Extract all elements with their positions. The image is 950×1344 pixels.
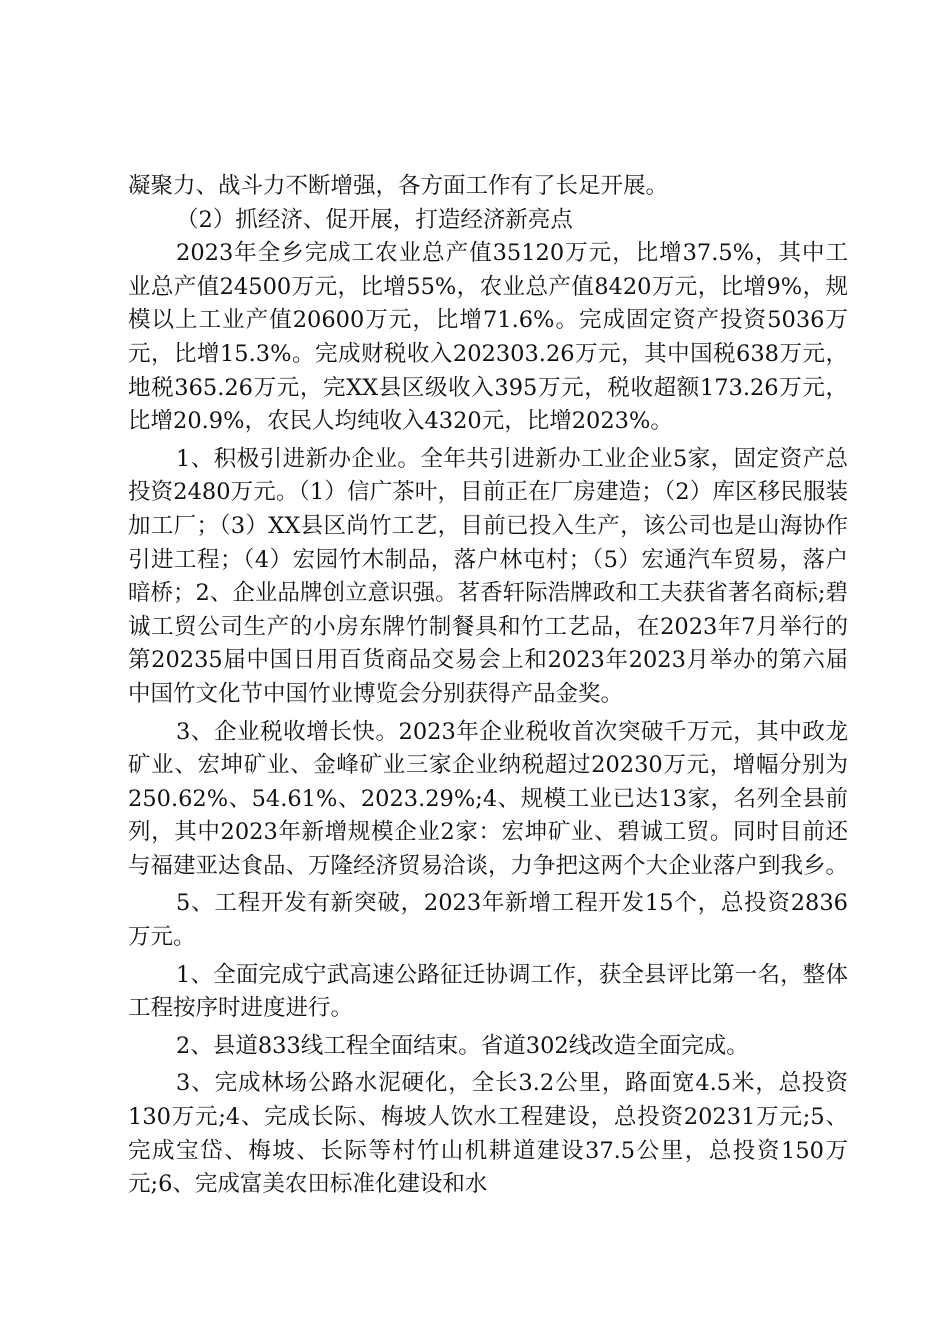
document-body	[128, 170, 848, 1202]
paragraph-highway-coordination: 1、全面完成宁武高速公路征迁协调工作，获全县评比第一名，整体工程按序时进度进行。	[128, 961, 848, 1022]
paragraph-project-development: 5、工程开发有新突破，2023年新增工程开发15个，总投资2836万元。	[128, 890, 848, 951]
section-heading: （2）抓经济、促开展，打造经济新亮点	[176, 206, 573, 233]
paragraph-economy-summary: 2023年全乡完成工农业总产值35120万元，比增37.5%，其中工业总产值24500万元，比增55%，农业总产值8420万元，比增9%，规模以上工业产值20600万元，比增71.6%。完成固定资产投资5036万元，比增15.3%。完成财税收入202303.26万元，其中国税638万元，地税365.26万元，完XX县区级收入395万元，税收超额173.26万元，比增20.9%，农民人均纯收入4320元，比增2023%。	[128, 240, 848, 435]
paragraph-county-road: 2、县道833线工程全面结束。省道302线改造全面完成。	[176, 1032, 749, 1059]
paragraph-enterprise-tax: 3、企业税收增长快。2023年企业税收首次突破千万元，其中政龙矿业、宏坤矿业、金峰矿业三家企业纳税超过20230万元，增幅分别为250.62%、54.61%、2023.29%;4、规模工业已达13家，名列全县前列，其中2023年新增规模企业2家：宏坤矿业、碧诚工贸。同时目前还与福建亚达食品、万隆经济贸易洽谈，力争把这两个大企业落户到我乡。	[128, 718, 849, 879]
paragraph-continuation: 凝聚力、战斗力不断增强，各方面工作有了长足开展。	[128, 173, 669, 199]
paragraph-new-enterprises: 1、积极引进新办企业。全年共引进新办工业企业5家，固定资产总投资2480万元。（1）信广茶叶，目前正在厂房建造；（2）库区移民服装加工厂；（3）XX县区尚竹工艺，目前已投入生产，该公司也是山海协作引进工程；（4）宏园竹木制品，落户林屯村；（5）宏通汽车贸易，落户暗桥；2、企业品牌创立意识强。茗香轩际浩牌政和工夫获省著名商标;碧诚工贸公司生产的小房东牌竹制餐具和竹工艺品，在2023年7月举行的第20235届中国日用百货商品交易会上和2023年2023月举办的第六届中国竹文化节中国竹业博览会分别获得产品金奖。	[128, 445, 848, 707]
paragraph-infrastructure: 3、完成林场公路水泥硬化，全长3.2公里，路面宽4.5米，总投资130万元;4、完成长际、梅坡人饮水工程建设，总投资20231万元;5、完成宝岱、梅坡、长际等村竹山机耕道建设37.5公里，总投资150万元;6、完成富美农田标准化建设和水	[128, 1070, 848, 1198]
